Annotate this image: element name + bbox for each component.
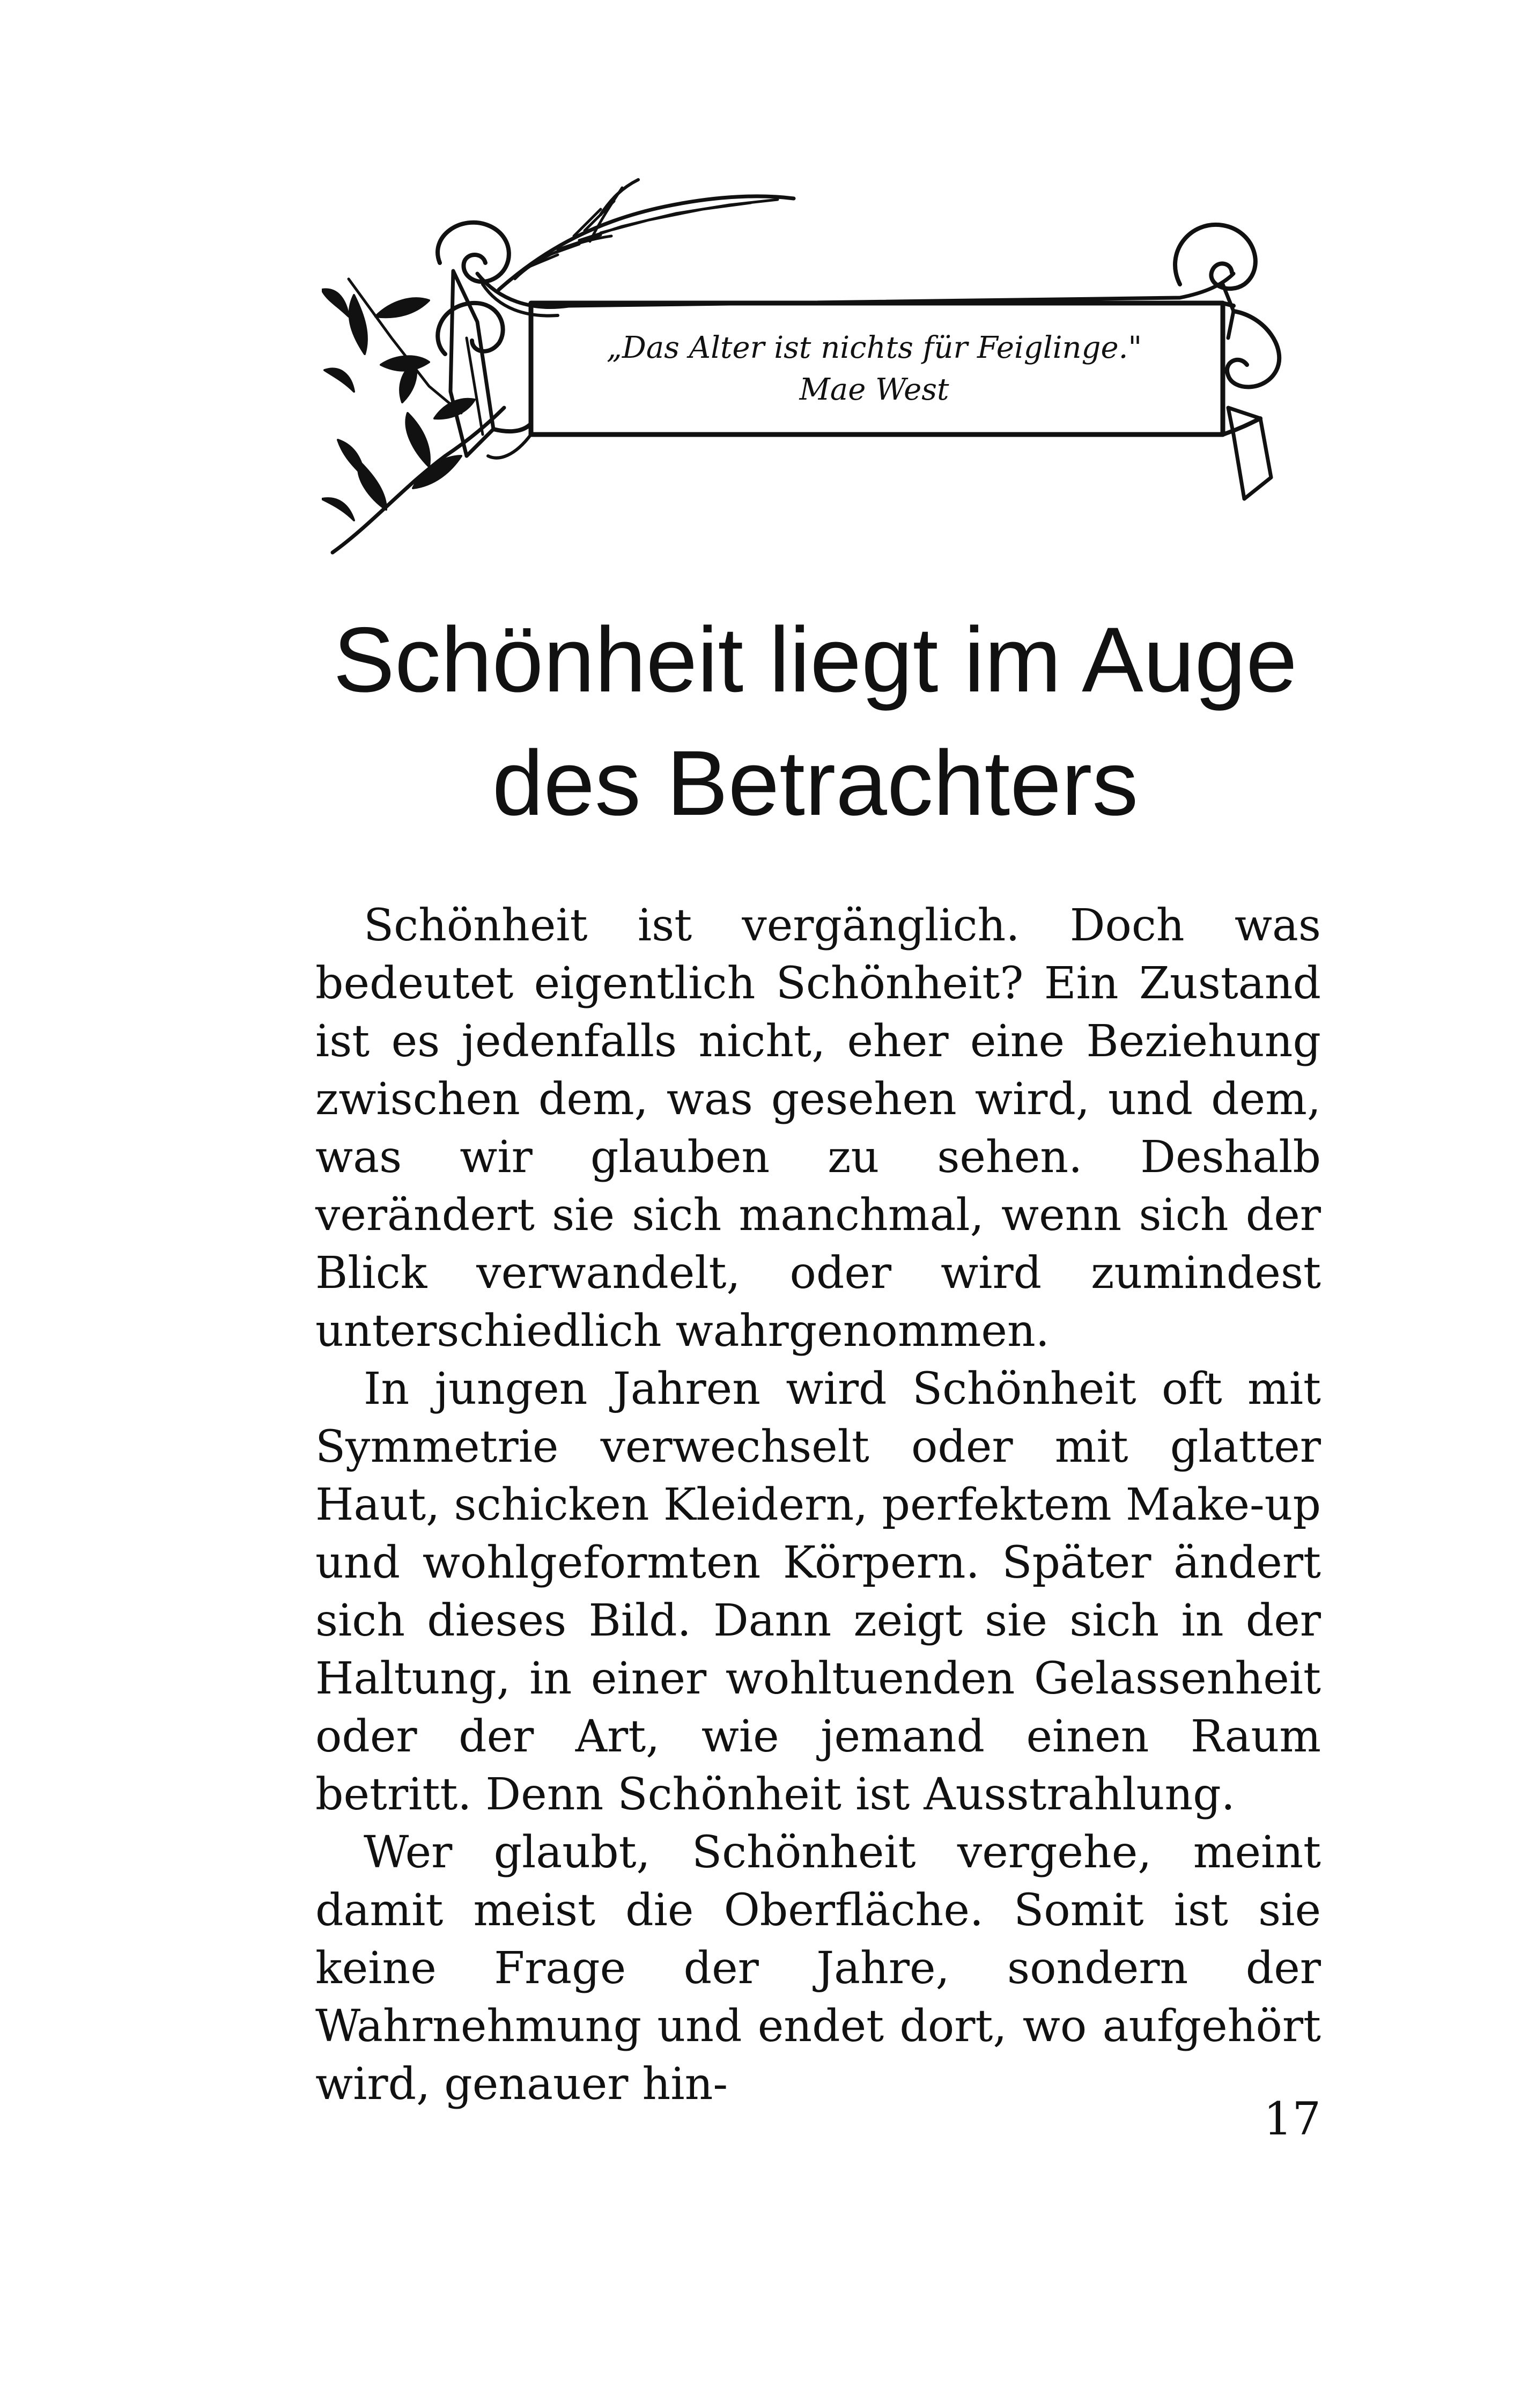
paragraph-1: Schönheit ist vergänglich. Doch was bedeutet eigentlich Schönheit? Ein Zustand ist es jedenfalls nicht, eher eine Beziehung zwischen dem, was gesehen wird, und dem, was wir glauben zu sehen. Deshalb verändert sie sich manchmal, wenn sich der Blick verwandelt, oder wird zumindest unterschiedlich wahrgenommen. xyxy=(315,900,1321,1357)
paragraph-2: In jungen Jahren wird Schönheit oft mit Symmetrie verwechselt oder mit glatter Haut, schicken Kleidern, perfektem Make-up und wohlgeformten Körpern. Später ändert sich dieses Bild. Dann zeigt sie sich in der Haltung, in einer wohltuenden Gelassenheit oder der Art, wie jemand einen Raum betritt. Denn Schönheit ist Ausstrahlung. xyxy=(315,1364,1321,1820)
body-text xyxy=(315,897,1321,2114)
page-number: 17 xyxy=(1264,2093,1321,2145)
paragraph-3: Wer glaubt, Schönheit vergehe, meint damit meist die Oberfläche. Somit ist sie keine Frage der Jahre, sondern der Wahrnehmung und endet dort, wo aufgehört wird, genauer hin- xyxy=(315,1827,1321,2110)
palm-leaves xyxy=(499,180,794,290)
chapter-title-line-1: Schönheit liegt im Auge xyxy=(333,608,1297,711)
epigraph-quote xyxy=(531,327,1217,411)
chapter-title-line-2: des Betrachters xyxy=(492,732,1139,835)
chapter-title xyxy=(225,598,1405,845)
quote-text: „Das Alter ist nichts für Feiglinge." xyxy=(606,330,1142,365)
left-scroll xyxy=(438,223,531,458)
quote-author: Mae West xyxy=(799,372,949,407)
